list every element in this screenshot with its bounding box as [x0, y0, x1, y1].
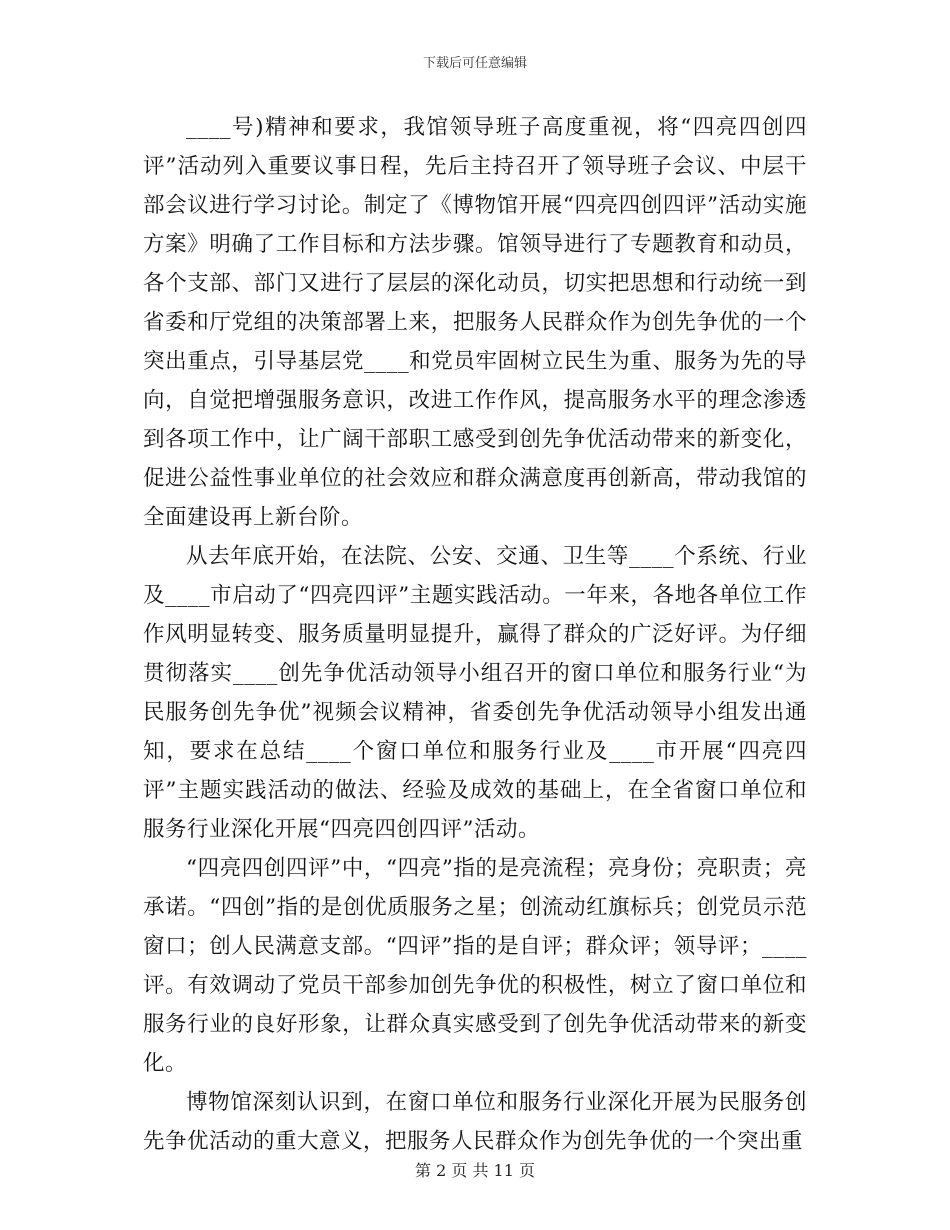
document-body — [143, 108, 807, 1161]
paragraph-2: 从去年底开始，在法院、公安、交通、卫生等____个系统、行业及____市启动了“四亮四评”主题实践活动。一年来，各地各单位工作作风明显转变、服务质量明显提升，赢得了群众的广泛好评。为仔细贯彻落实____创先争优活动领导小组召开的窗口单位和服务行业“为民服务创先争优”视频会议精神，省委创先争优活动领导小组发出通知，要求在总结____个窗口单位和服务行业及____市开展“四亮四评”主题实践活动的做法、经验及成效的基础上，在全省窗口单位和服务行业深化开展“四亮四创四评”活动。 — [143, 544, 807, 842]
page-number: 第 2 页 共 11 页 — [415, 1161, 535, 1180]
paragraph-3: “四亮四创四评”中，“四亮”指的是亮流程；亮身份；亮职责；亮承诺。“四创”指的是创优质服务之星；创流动红旗标兵；创党员示范窗口；创人民满意支部。“四评”指的是自评；群众评；领导评；____评。有效调动了党员干部参加创先争优的积极性，树立了窗口单位和服务行业的良好形象，让群众真实感受到了创先争优活动带来的新变化。 — [143, 856, 807, 1076]
page-header-note: 下载后可任意编辑 — [422, 56, 527, 71]
paragraph-4: 博物馆深刻认识到，在窗口单位和服务行业深化开展为民服务创先争优活动的重大意义，把服务人民群众作为创先争优的一个突出重 — [143, 1090, 807, 1154]
paragraph-1: ____号)精神和要求，我馆领导班子高度重视，将“四亮四创四评”活动列入重要议事日程，先后主持召开了领导班子会议、中层干部会议进行学习讨论。制定了《博物馆开展“四亮四创四评”活动实施方案》明确了工作目标和方法步骤。馆领导进行了专题教育和动员，各个支部、部门又进行了层层的深化动员，切实把思想和行动统一到省委和厅党组的决策部署上来，把服务人民群众作为创先争优的一个突出重点，引导基层党____和党员牢固树立民生为重、服务为先的导向，自觉把增强服务意识，改进工作作风，提高服务水平的理念渗透到各项工作中，让广阔干部职工感受到创先争优活动带来的新变化，促进公益性事业单位的社会效应和群众满意度再创新高，带动我馆的全面建设再上新台阶。 — [143, 115, 807, 530]
